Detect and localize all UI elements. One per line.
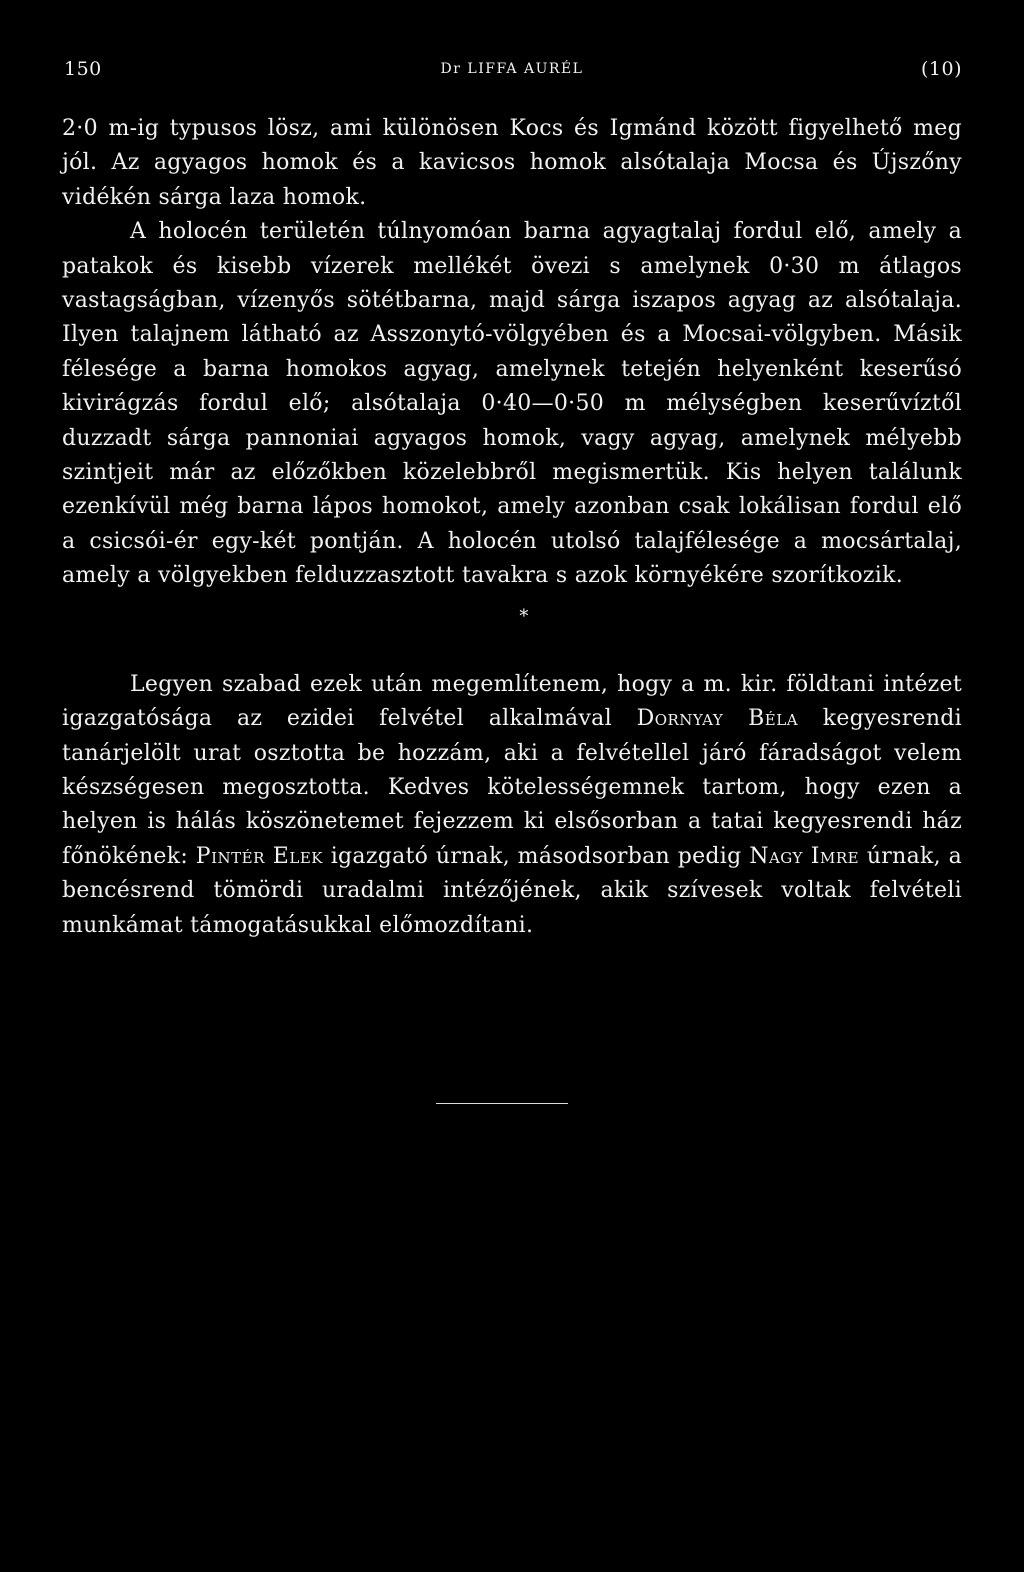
end-rule [436,1103,568,1104]
ack-text-4: úrnak, a bencésrend tömördi uradalmi intézőjének, akik szívesek voltak felvételi munkámat támogatásukkal előmozdítani. [62,843,963,938]
running-head-author: Dr LIFFA AURÉL [440,61,584,77]
ack-text-2: kegyesrendi tanárjelölt urat osztotta be hozzám, aki a felvétellel járó fáradságot velem készségesen megosztotta. Kedves kötelességemnek tartom, hogy ezen a helyen is hálás köszönetemet fejezzem ki elsősorban a tatai kegyesrendi ház főnökének: [62,706,963,869]
running-head [62,58,962,86]
page-number: 150 [64,58,102,80]
paragraph-acknowledgement [62,668,962,943]
paragraph-loess: 2·0 m-ig typusos lösz, ami különösen Kocs és Igmánd között figyelhető meg jól. Az agyagos homok és a kavicsos homok alsótalaja Mocsa és Újszőny vidékén sárga laza homok. [62,116,962,210]
person-name-nagy: Nagy Imre [749,843,860,869]
body-text [62,112,962,943]
paragraph-holocene: A holocén területén túlnyomóan barna agyagtalaj fordul elő, amely a patakok és kisebb vízerek mellékét övezi s amelynek 0·30 m átlagos vastagságban, vízenyős sötétbarna, majd sárga iszapos agyag az alsótalaja. Ilyen talajnem látható az Asszonytó-völgyében és a Mocsai-völgyben. Másik félesége a barna homokos agyag, amelynek tetején helyenként keserűsó kivirágzás fordul elő; alsótalaja 0·40—0·50 m mélységben keserűvíztől duzzadt sárga pannoniai agyagos homok, vagy agyag, amelynek mélyebb szintjeit már az előzőkben közelebbről megismertük. Kis helyen találunk ezenkívül még barna lápos homokot, amely azonban csak lokálisan fordul elő a csicsói-ér egy-két pontján. A holocén utolsó talajfélesége a mocsártalaj, amely a völgyekben felduzzasztott tavakra s azok környékére szorítkozik. [62,219,962,589]
section-separator: * [519,605,529,627]
ack-text-1: Legyen szabad ezek után megemlítenem, hogy a m. kir. földtani intézet igazgatósága az ezidei felvétel alkalmával [62,671,962,732]
part-number: (10) [920,58,962,80]
document-page [62,58,962,943]
person-name-pinter: Pintér Elek [195,843,323,869]
ack-text-3: igazgató úrnak, másodsorban pedig [330,843,742,869]
person-name-dornyay: Dornyay Béla [636,706,799,732]
